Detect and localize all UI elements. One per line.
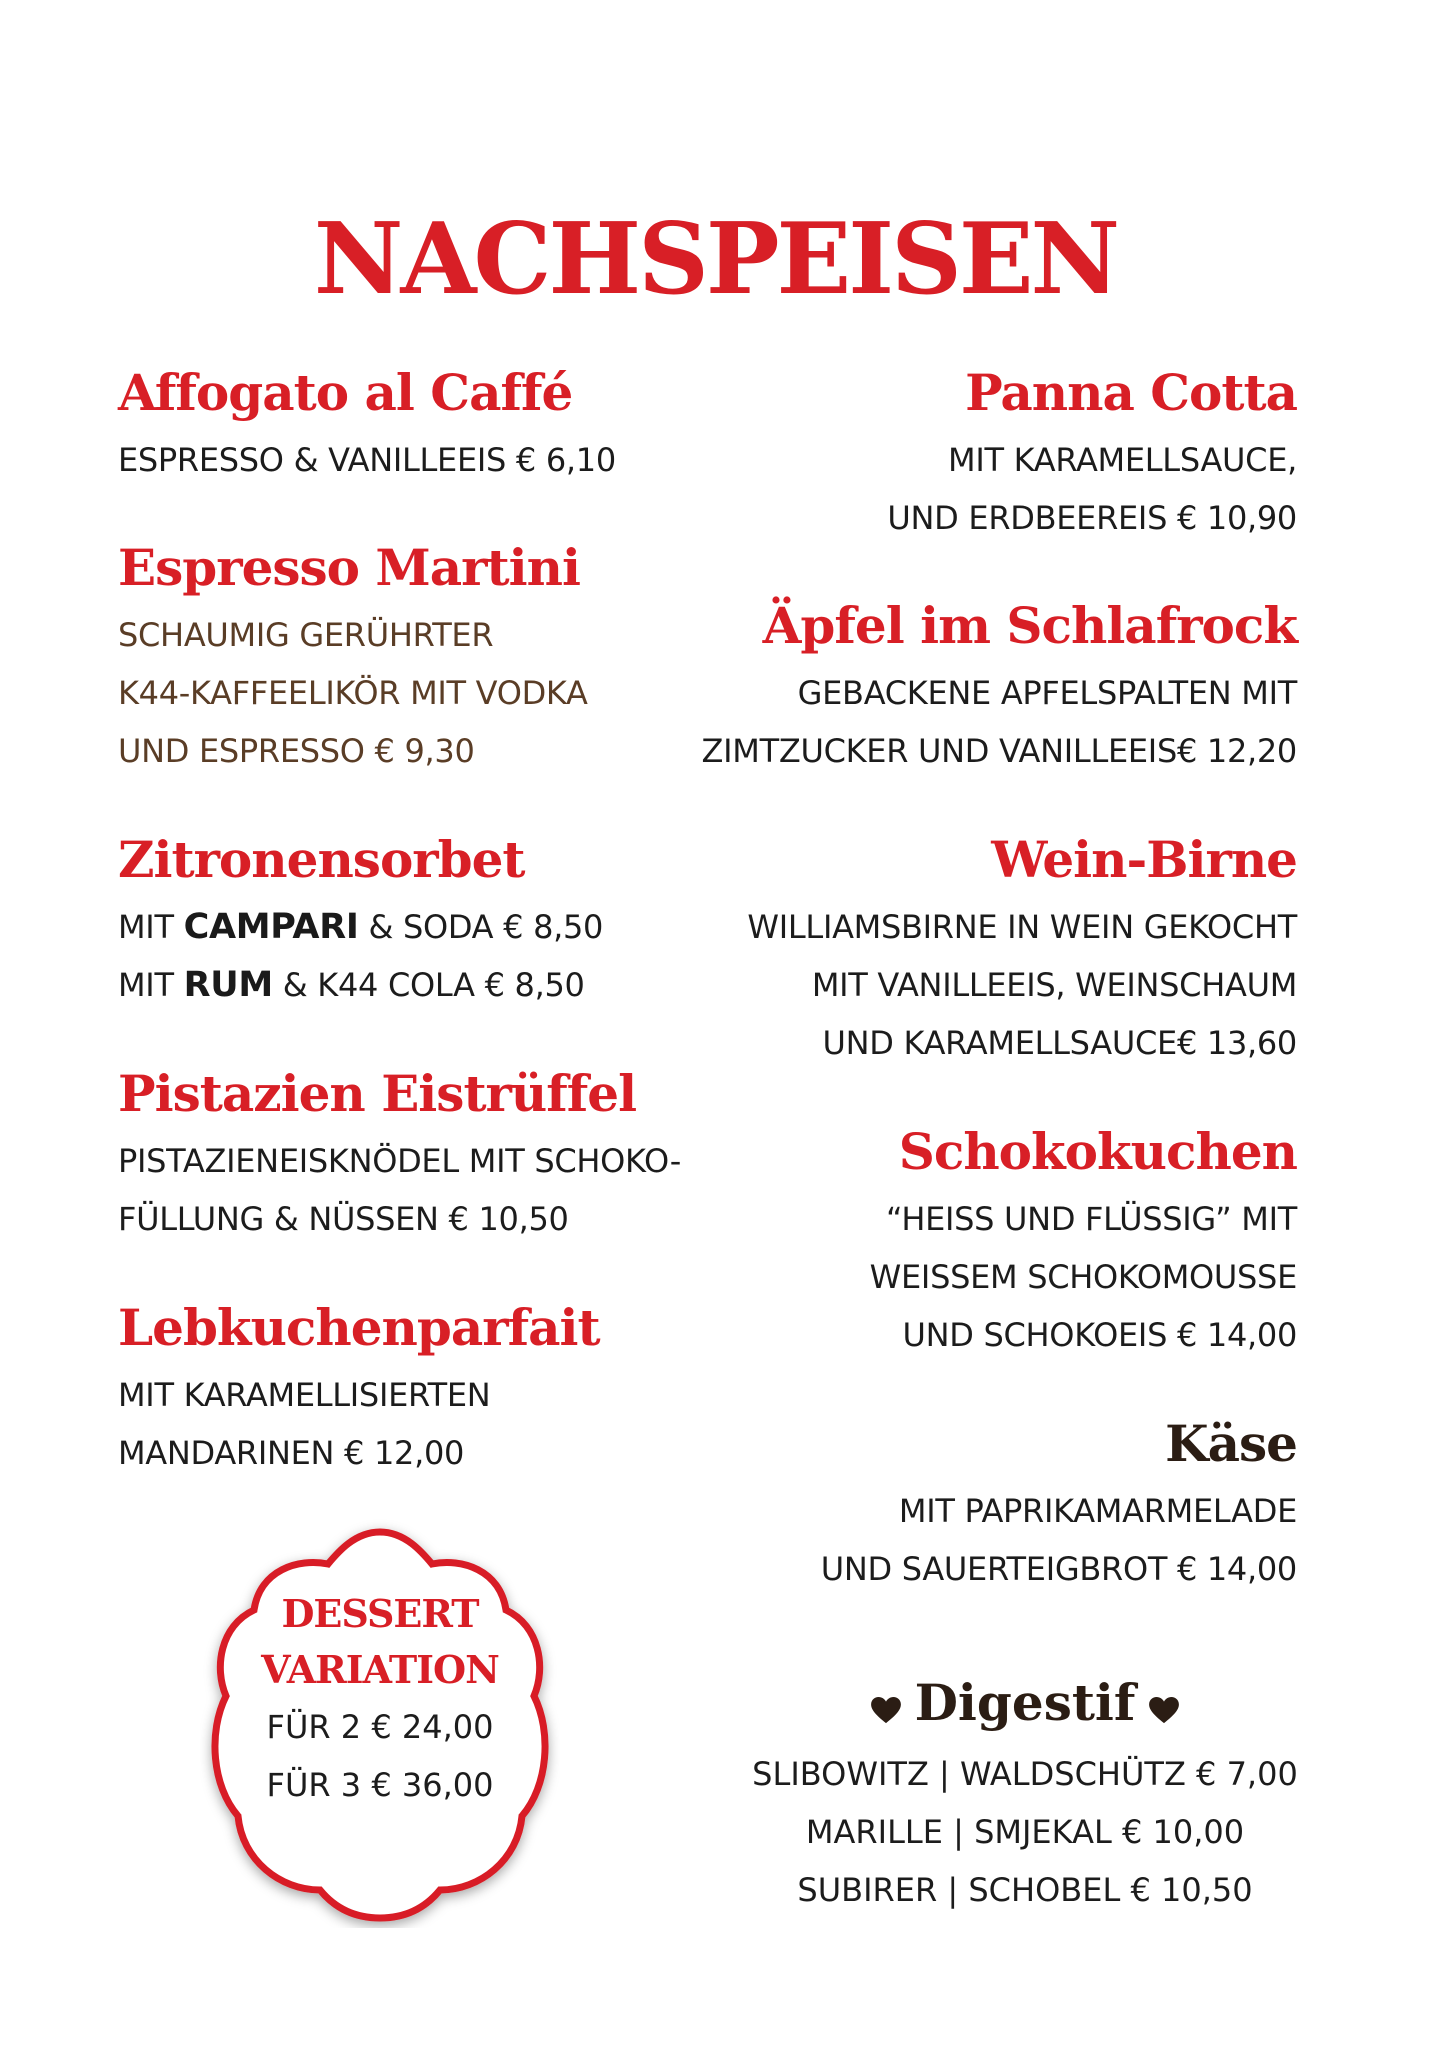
line-suffix: & K44 COLA € 8,50 bbox=[282, 966, 585, 1004]
menu-item-kaese bbox=[821, 1406, 1297, 1598]
item-description: FÜLLUNG & NÜSSEN € 10,50 bbox=[118, 1200, 569, 1238]
menu-item-affogato bbox=[118, 355, 616, 489]
item-description: ZIMTZUCKER UND VANILLEEIS€ 12,20 bbox=[701, 732, 1297, 770]
item-description: GEBACKENE APFELSPALTEN MIT bbox=[797, 674, 1297, 712]
digestif-line: MARILLE | SMJEKAL € 10,00 bbox=[805, 1813, 1245, 1851]
item-name: Panna Cotta bbox=[965, 363, 1297, 422]
badge-price: FÜR 3 € 36,00 bbox=[266, 1766, 494, 1804]
item-description: UND ERDBEEREIS € 10,90 bbox=[887, 499, 1297, 537]
item-description: WEISSEM SCHOKOMOUSSE bbox=[869, 1258, 1297, 1296]
dessert-variation-badge bbox=[200, 1518, 560, 1928]
item-description: MIT VANILLEEIS, WEINSCHAUM bbox=[811, 966, 1297, 1004]
item-description: UND SAUERTEIGBROT € 14,00 bbox=[820, 1550, 1297, 1588]
spirit-name: CAMPARI bbox=[183, 907, 359, 947]
digestif-line: SUBIRER | SCHOBEL € 10,50 bbox=[797, 1871, 1253, 1909]
item-description: MIT KARAMELLSAUCE, bbox=[948, 441, 1297, 479]
item-name: Pistazien Eistrüffel bbox=[118, 1064, 637, 1123]
item-description: SCHAUMIG GERÜHRTER bbox=[118, 616, 494, 654]
item-name: Zitronensorbet bbox=[118, 830, 525, 889]
menu-item-panna-cotta bbox=[887, 355, 1297, 547]
item-description: UND ESPRESSO € 9,30 bbox=[118, 732, 475, 770]
menu-item-lebkuchenparfait bbox=[118, 1290, 600, 1482]
page-title: NACHSPEISEN bbox=[313, 202, 1118, 317]
badge-content bbox=[200, 1586, 560, 1814]
menu-item-espresso-martini bbox=[118, 530, 588, 780]
item-description: UND SCHOKOEIS € 14,00 bbox=[902, 1316, 1297, 1354]
item-description: MANDARINEN € 12,00 bbox=[118, 1434, 465, 1472]
menu-item-wein-birne bbox=[747, 822, 1297, 1072]
line-prefix: MIT bbox=[118, 966, 174, 1004]
heart-icon bbox=[871, 1669, 901, 1745]
badge-price: FÜR 2 € 24,00 bbox=[266, 1708, 494, 1746]
item-name: Lebkuchenparfait bbox=[118, 1298, 600, 1357]
spirit-name: RUM bbox=[183, 965, 273, 1005]
line-suffix: & SODA € 8,50 bbox=[368, 908, 604, 946]
item-description bbox=[118, 956, 603, 1014]
item-name: Käse bbox=[1165, 1414, 1297, 1473]
item-description: K44-KAFFEELIKÖR MIT VODKA bbox=[118, 674, 588, 712]
item-description: MIT KARAMELLISIERTEN bbox=[118, 1376, 491, 1414]
item-name: Äpfel im Schlafrock bbox=[762, 596, 1297, 655]
item-name: Wein-Birne bbox=[991, 830, 1297, 889]
item-description: MIT PAPRIKAMARMELADE bbox=[898, 1492, 1297, 1530]
badge-title: VARIATION bbox=[261, 1647, 499, 1692]
badge-title: DESSERT bbox=[281, 1591, 479, 1636]
digestif-line: SLIBOWITZ | WALDSCHÜTZ € 7,00 bbox=[752, 1755, 1298, 1793]
heart-icon bbox=[1149, 1669, 1179, 1745]
digestif-section bbox=[720, 1665, 1330, 1919]
menu-item-pistazien-eistrueffel bbox=[118, 1056, 681, 1248]
digestif-label: Digestif bbox=[914, 1673, 1136, 1732]
menu-item-zitronensorbet bbox=[118, 822, 603, 1014]
item-description bbox=[118, 898, 603, 956]
digestif-title bbox=[720, 1665, 1330, 1745]
menu-item-schokokuchen bbox=[870, 1114, 1297, 1364]
item-description: “HEISS UND FLÜSSIG” MIT bbox=[886, 1200, 1297, 1238]
item-name: Espresso Martini bbox=[118, 538, 580, 597]
item-description: PISTAZIENEISKNÖDEL MIT SCHOKO- bbox=[118, 1142, 681, 1180]
item-description: ESPRESSO & VANILLEEIS € 6,10 bbox=[118, 441, 616, 479]
line-prefix: MIT bbox=[118, 908, 174, 946]
menu-item-aepfel-im-schlafrock bbox=[702, 588, 1297, 780]
item-description: UND KARAMELLSAUCE€ 13,60 bbox=[822, 1024, 1297, 1062]
item-name: Affogato al Caffé bbox=[118, 363, 573, 422]
item-description: WILLIAMSBIRNE IN WEIN GEKOCHT bbox=[747, 908, 1297, 946]
item-name: Schokokuchen bbox=[898, 1122, 1297, 1181]
